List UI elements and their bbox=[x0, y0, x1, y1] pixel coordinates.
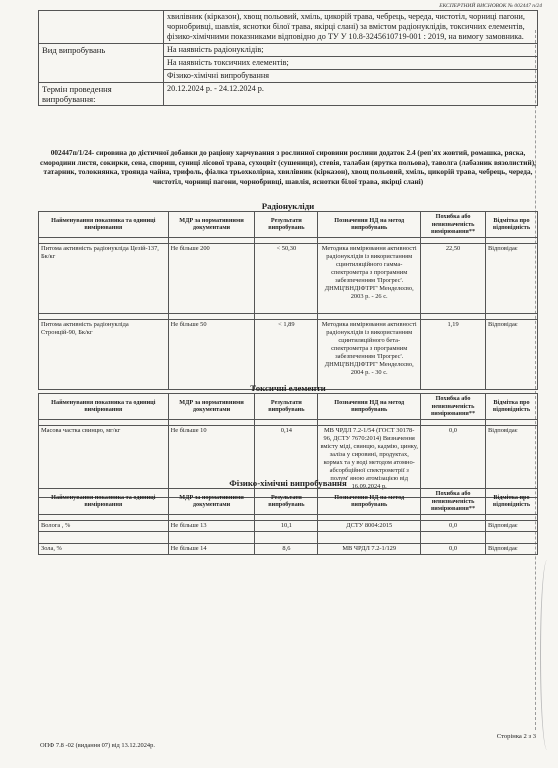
method-text: Методика вимірювання активності радіонуклідів із використанням сцинтиляційного гамма-спектрометра з програмним забезпеченням 'Прогрес'. ДНМЦ'ВНДІФТРГ' Менделєєво, 2003 р. - 26 с. bbox=[318, 243, 421, 313]
continuation-row bbox=[39, 11, 538, 44]
col-header: Найменування показника та одиниці вимірювання bbox=[39, 394, 169, 420]
result-value: 8,6 bbox=[255, 543, 318, 554]
limit-value: Не більше 13 bbox=[168, 520, 255, 531]
limit-value: Не більше 200 bbox=[168, 243, 255, 313]
col-header: Результати випробувань bbox=[255, 489, 318, 515]
test-period-label: Термін проведення випробування: bbox=[39, 83, 164, 106]
col-header: Найменування показника та одиниці вимірювання bbox=[39, 489, 169, 515]
sample-title: 002447п/1/24- сировина до дієтичної добавки до раціону харчування з рослинної сировини рослини додаток 2.4 (реп'ях жовтий, ромашка, ряска, смородини листя, сокирки, сена, спориш, суниці лісової трава, сухоцвіт (сушениця), стевія, талабан (ярутка польова), таволга (лабазник вязолистий), татарник, толокнянка, троянда чайна, трифоль, фіалка трьохколірна, хвилівник (кірказон), хвощ польовий, хміль, цикорій трава, чебрець, череда, чистотіл, чорниці пагони, чорнобривці, шавлія, яснотки білої трава, якірці слані) bbox=[40, 148, 536, 186]
col-header: Похибка або невизначеність вимірювання** bbox=[421, 394, 486, 420]
section-title: Радіонукліди bbox=[261, 201, 315, 211]
col-header: МДР за нормативними документами bbox=[168, 212, 255, 238]
result-value: < 50,30 bbox=[255, 243, 318, 313]
limit-value: Не більше 50 bbox=[168, 319, 255, 389]
result-value: < 1,89 bbox=[255, 319, 318, 389]
error-value: 1,19 bbox=[421, 319, 486, 389]
limit-value: Не більше 14 bbox=[168, 543, 255, 554]
continuation-text: хвилівник (кірказон), хвощ польовий, хміль, цикорій трава, чебрець, череда, чистотіл, чорниці пагони, чорнобривці, шавлія, яснотки білої трава, якірці слані) за вмістом радіонуклідів, токсичних елементів, фізико-хімічними показниками відповідно до ТУ У 10.8-3245610719-001 : 2019, на вимогу замовника. bbox=[164, 11, 538, 44]
pen-mark bbox=[540, 560, 554, 750]
indicator-name: Зола, % bbox=[39, 543, 169, 554]
table-row bbox=[39, 243, 538, 313]
indicator-name: Питома активність радіонукліда Стронцій-90, Бк/кг bbox=[39, 319, 169, 389]
col-header: Похибка або невизначеність вимірювання** bbox=[421, 489, 486, 515]
indicator-name: Волога , % bbox=[39, 520, 169, 531]
col-header: МДР за нормативними документами bbox=[168, 394, 255, 420]
test-info-table bbox=[38, 10, 538, 106]
indicator-name: Питома активність радіонукліда Цезій-137, Бк/кг bbox=[39, 243, 169, 313]
compliance-value: Відповідає bbox=[486, 543, 538, 554]
col-header: Результати випробувань bbox=[255, 394, 318, 420]
result-value: 10,1 bbox=[255, 520, 318, 531]
test-type-row bbox=[39, 44, 538, 83]
result-value: 0,14 bbox=[255, 425, 318, 497]
test-type-value: Фізико-хімічні випробування bbox=[167, 71, 270, 80]
col-header: Позначення НД на метод випробувань bbox=[318, 489, 421, 515]
col-header: Позначення НД на метод випробувань bbox=[318, 212, 421, 238]
page-number: Сторінка 2 з 3 bbox=[496, 733, 536, 740]
test-type-value: На наявність токсичних елементів; bbox=[164, 57, 537, 70]
test-type-value: На наявність радіонуклідів; bbox=[164, 44, 537, 57]
col-header: Відмітка про відповідність bbox=[486, 212, 538, 238]
col-header: Позначення НД на метод випробувань bbox=[318, 394, 421, 420]
error-value: 0,0 bbox=[421, 543, 486, 554]
col-header: Результати випробувань bbox=[255, 212, 318, 238]
header-row bbox=[39, 212, 538, 238]
report-reference: ЕКСПЕРТНИЙ ВИСНОВОК № 002447 п/24 bbox=[439, 3, 542, 9]
table-row bbox=[39, 543, 538, 554]
header-row bbox=[39, 489, 538, 515]
col-header: Відмітка про відповідність bbox=[485, 394, 537, 420]
method-text: Методика вимірювання активності радіонуклідів із використанням сцинтиляційного бета-спектрометра з програмним забезпеченням 'Прогрес'. ДНМЦ'ВНДІФТРГ' Менделєєво, 2004 р. - 30 с. bbox=[318, 319, 421, 389]
method-text: МВ ЧРДЛ 7.2-1/129 bbox=[318, 543, 421, 554]
header-row bbox=[39, 394, 538, 420]
compliance-value: Відповідає bbox=[486, 520, 538, 531]
compliance-value: Відповідає bbox=[486, 319, 538, 389]
method-text: ДСТУ 8004:2015 bbox=[318, 520, 421, 531]
section-title: Токсичні елементи bbox=[250, 383, 326, 393]
compliance-value: Відповідає bbox=[486, 243, 538, 313]
indicator-name: Масова частка свинцю, мг/кг bbox=[39, 425, 169, 497]
radionuclides-table bbox=[38, 211, 538, 390]
col-header: Похибка або невизначеність вимірювання** bbox=[421, 212, 486, 238]
test-type-label: Вид випробувань bbox=[39, 44, 164, 83]
test-period-value: 20.12.2024 р. - 24.12.2024 р. bbox=[164, 83, 538, 106]
limit-value: Не більше 10 bbox=[168, 425, 255, 497]
col-header: Відмітка про відповідність bbox=[486, 489, 538, 515]
error-value: 0,0 bbox=[421, 520, 486, 531]
table-row bbox=[39, 319, 538, 389]
form-code: ОПФ 7.8 -02 (видання 07) від 13.12.2024р. bbox=[40, 742, 155, 749]
error-value: 22,50 bbox=[421, 243, 486, 313]
compliance-value: Відповідає bbox=[485, 425, 537, 497]
col-header: Найменування показника та одиниці вимірювання bbox=[39, 212, 169, 238]
test-period-row bbox=[39, 83, 538, 106]
physchem-table bbox=[38, 488, 538, 555]
method-text: МВ ЧРДЛ 7.2-1/54 (ГОСТ 30178-96, ДСТУ 7670:2014) Визначення вмісту міді, свинцю, кадмію, цинку, заліза у сировині, продуктах, кормах та у воді методом атомно-абсорбційної спектрометрії з полум' яною атомізацією від 16.09.2024 р. bbox=[318, 425, 421, 497]
section-title: Фізико-хімічні випробування bbox=[229, 478, 347, 488]
col-header: МДР за нормативними документами bbox=[168, 489, 255, 515]
table-row bbox=[39, 520, 538, 531]
error-value: 0,0 bbox=[421, 425, 486, 497]
